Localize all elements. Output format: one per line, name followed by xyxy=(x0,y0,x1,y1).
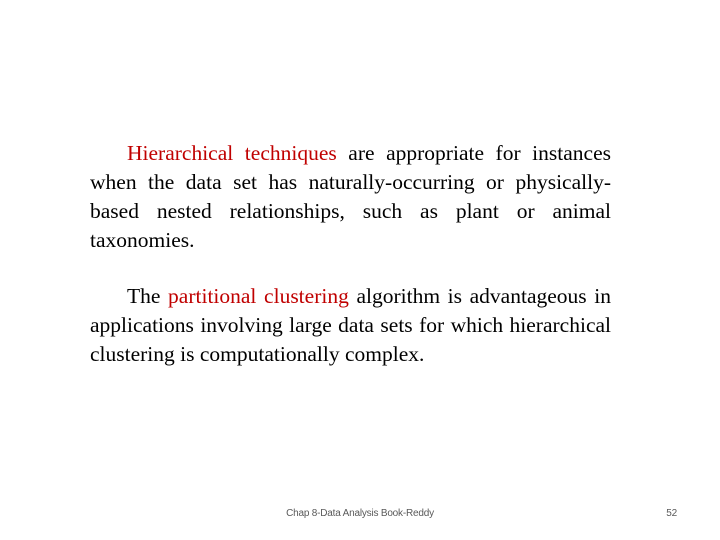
word-gap xyxy=(256,284,264,308)
paragraph-body-text: are appropriate for instances when the data set has naturally-occurring or physically-based nested relationships, such as plant or animal taxonomies. xyxy=(90,141,611,252)
paragraph-body-text: algorithm is advantageous in applications involving large data sets for which hierarchical clustering is computationally complex. xyxy=(90,284,611,366)
word-gap xyxy=(233,141,245,165)
highlight-term-techniques: techniques xyxy=(244,141,337,165)
page-number: 52 xyxy=(666,508,677,519)
paragraph-lead-text: The xyxy=(127,284,169,308)
highlight-term-clustering: clustering xyxy=(264,284,349,308)
footer-text: Chap 8-Data Analysis Book-Reddy xyxy=(286,508,434,519)
highlight-term-hierarchical: Hierarchical xyxy=(127,141,234,165)
highlight-term-partitional: partitional xyxy=(168,284,257,308)
paragraph-partitional-clustering xyxy=(90,282,611,369)
paragraph-hierarchical-techniques xyxy=(90,139,611,255)
